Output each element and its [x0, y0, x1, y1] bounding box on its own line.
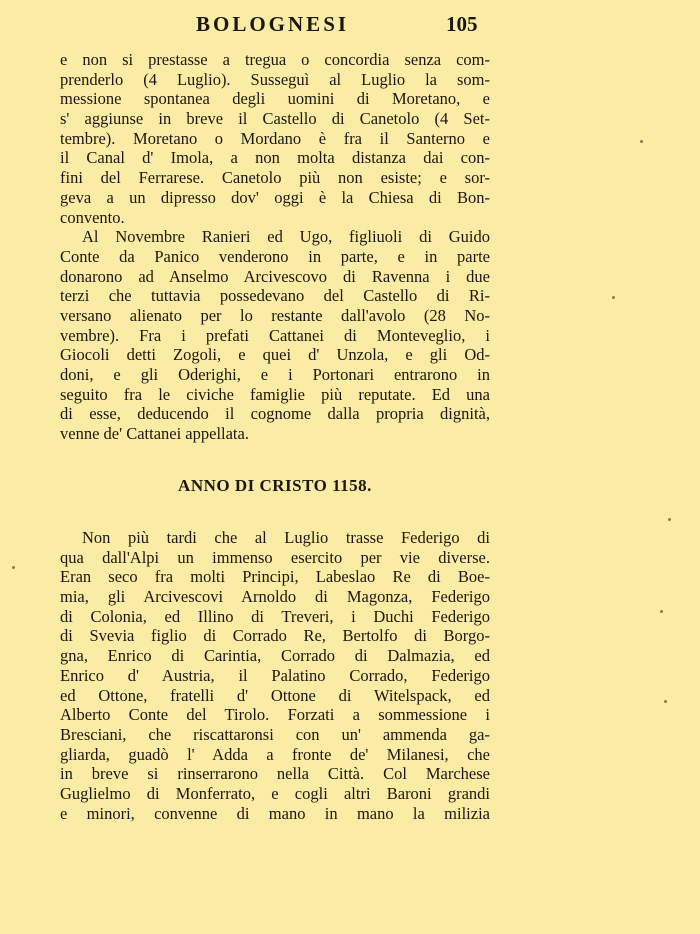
text-line: seguito fra le civiche famiglie più reputate. Ed una	[60, 384, 490, 404]
text-line: qua dall'Alpi un immenso esercito per vie diverse.	[60, 547, 490, 567]
text-line: Bresciani, che riscattaronsi con un' ammenda ga-	[60, 724, 490, 744]
page-number: 105	[446, 12, 478, 36]
section-heading: ANNO DI CRISTO 1158.	[178, 476, 372, 495]
text-line: gliarda, guadò l' Adda a fronte de' Milanesi, che	[60, 744, 490, 764]
text-line: donarono ad Anselmo Arcivescovo di Ravenna i due	[60, 266, 490, 286]
paper-speck	[640, 140, 643, 143]
paper-speck	[660, 610, 663, 613]
text-line: gna, Enrico di Carintia, Corrado di Dalmazia, ed	[60, 646, 490, 666]
text-line: s' aggiunse in breve il Castello di Canetolo (4 Set-	[60, 109, 490, 129]
running-title: BOLOGNESI	[196, 12, 350, 36]
text-line: Giocoli detti Zogoli, e quei d' Unzola, e gli Od-	[60, 345, 490, 365]
paper-speck	[668, 518, 671, 521]
text-line: versano alienato per lo restante dall'avolo (28 No-	[60, 305, 490, 325]
text-line: messione spontanea degli uomini di Moretano, e	[60, 89, 490, 109]
text-line: Al Novembre Ranieri ed Ugo, figliuoli di Guido	[82, 227, 490, 247]
text-line: doni, e gli Oderighi, e i Portonari entrarono in	[60, 365, 490, 384]
text-line: di Svevia figlio di Corrado Re, Bertolfo di Borgo-	[60, 626, 490, 646]
text-line: convento.	[60, 207, 125, 227]
paper-speck	[612, 296, 615, 299]
text-line: Conte da Panico venderono in parte, e in parte	[60, 246, 490, 266]
paper-speck	[12, 566, 15, 569]
text-line: e minori, convenne di mano in mano la milizia	[60, 803, 490, 823]
text-line: Eran seco fra molti Principi, Labeslao Re di Boe-	[60, 567, 490, 587]
text-line: di Colonia, ed Illino di Treveri, i Duchi Federigo	[60, 606, 490, 626]
paragraph-block-2	[60, 528, 490, 823]
text-line: mia, gli Arcivescovi Arnoldo di Magonza, Federigo	[60, 587, 490, 607]
text-line: Non più tardi che al Luglio trasse Federigo di	[82, 528, 490, 547]
text-line: di esse, deducendo il cognome dalla propria dignità,	[60, 404, 490, 424]
text-line: tembre). Moretano o Mordano è fra il Santerno e	[60, 128, 490, 148]
text-line: Alberto Conte del Tirolo. Forzati a sommessione i	[60, 705, 490, 725]
text-line: il Canal d' Imola, a non molta distanza dai con-	[60, 148, 490, 168]
text-line: e non si prestasse a tregua o concordia senza com-	[60, 50, 490, 69]
paragraph-block-1	[60, 50, 490, 444]
text-line: prenderlo (4 Luglio). Susseguì al Luglio la som-	[60, 69, 490, 89]
text-line: terzi che tuttavia possedevano del Castello di Ri-	[60, 286, 490, 306]
text-line: fini del Ferrarese. Canetolo più non esiste; e sor-	[60, 168, 490, 188]
paper-speck	[664, 700, 667, 703]
text-line: geva a un dipresso dov' oggi è la Chiesa di Bon-	[60, 187, 490, 207]
text-line: Enrico d' Austria, il Palatino Corrado, Federigo	[60, 665, 490, 685]
text-line: in breve si rinserrarono nella Città. Col Marchese	[60, 764, 490, 784]
text-line: ed Ottone, fratelli d' Ottone di Witelspack, ed	[60, 685, 490, 705]
text-line: venne de' Cattanei appellata.	[60, 424, 249, 444]
text-line: Guglielmo di Monferrato, e cogli altri Baroni grandi	[60, 783, 490, 803]
text-line: vembre). Fra i prefati Cattanei di Monteveglio, i	[60, 325, 490, 345]
